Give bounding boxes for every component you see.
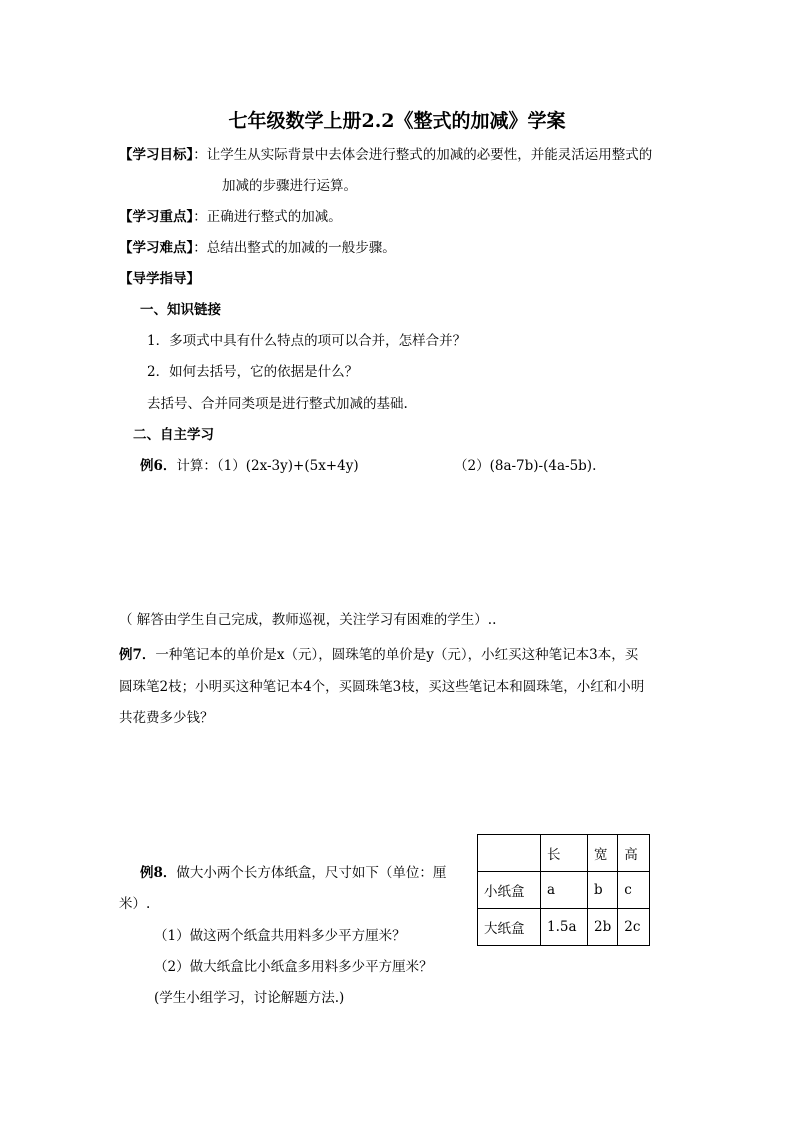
difficulty-label: 【学习难点】 <box>119 240 194 256</box>
page-title: 七年级数学上册2.2《整式的加减》学案 <box>228 110 566 132</box>
table-cell: 小纸盒 <box>478 872 541 909</box>
learning-goal <box>119 146 652 164</box>
learning-difficulty <box>119 239 396 257</box>
example7-line1 <box>119 646 638 664</box>
example6 <box>140 457 359 475</box>
table-cell: b <box>588 872 618 909</box>
table-cell: 2b <box>588 909 618 946</box>
table-cell: a <box>541 872 588 909</box>
example7-label: 例7． <box>119 647 156 663</box>
table-cell: 2c <box>618 909 650 946</box>
difficulty-text: ：总结出整式的加减的一般步骤。 <box>193 240 396 256</box>
goal-text-cont: 加减的步骤进行运算。 <box>222 178 357 194</box>
table-cell: 大纸盒 <box>478 909 541 946</box>
table-cell: 1.5a <box>541 909 588 946</box>
guide-label: 【导学指导】 <box>119 271 200 287</box>
example6-label: 例6． <box>140 458 177 474</box>
example7-text1: 一种笔记本的单价是x（元），圆珠笔的单价是y（元），小红买这种笔记本3本，买 <box>155 647 639 663</box>
example8-line1 <box>140 864 446 882</box>
example8-q2: （2）做大纸盒比小纸盒多用料多少平方厘米？ <box>154 959 433 975</box>
table-header-cell: 高 <box>618 835 650 872</box>
table-header-cell: 宽 <box>588 835 618 872</box>
example8-line2: 米）. <box>119 896 151 912</box>
example7-line3: 共花费多少钱？ <box>119 710 214 726</box>
section2-heading: 二、自主学习 <box>133 427 214 443</box>
table-cell: c <box>618 872 650 909</box>
example7-line2: 圆珠笔2枝；小明买这种笔记本4个，买圆珠笔3枝，买这些笔记本和圆珠笔，小红和小明 <box>119 679 645 695</box>
table-header-cell <box>478 835 541 872</box>
section1-q2: 2．如何去括号，它的依据是什么？ <box>147 364 359 380</box>
example6-part2: （2）(8a-7b)-(4a-5b). <box>454 458 597 474</box>
table-header-cell: 长 <box>541 835 588 872</box>
example8-label: 例8． <box>140 865 177 881</box>
section1-q1: 1．多项式中具有什么特点的项可以合并，怎样合并？ <box>147 333 467 349</box>
table-row <box>478 909 650 946</box>
table-header-row <box>478 835 650 872</box>
key-text: ：正确进行整式的加减。 <box>193 209 342 225</box>
example8-q1: （1）做这两个纸盒共用料多少平方厘米？ <box>154 928 406 944</box>
section1-note: 去括号、合并同类项是进行整式加减的基础. <box>147 396 408 412</box>
learning-key <box>119 208 342 226</box>
section1-heading: 一、知识链接 <box>140 302 221 318</box>
box-dimensions-table <box>477 834 650 946</box>
goal-label: 【学习目标】 <box>119 147 194 163</box>
example8-text1: 做大小两个长方体纸盒，尺寸如下（单位：厘 <box>176 865 447 881</box>
table-row <box>478 872 650 909</box>
example6-note: （ 解答由学生自己完成，教师巡视，关注学习有困难的学生）.. <box>119 612 497 628</box>
goal-text: ：让学生从实际背景中去体会进行整式的加减的必要性，并能灵活运用整式的 <box>193 147 653 163</box>
key-label: 【学习重点】 <box>119 209 194 225</box>
example8-note: (学生小组学习，讨论解题方法.) <box>154 990 345 1006</box>
example6-part1: 计算：（1）(2x-3y)+(5x+4y) <box>176 458 359 474</box>
